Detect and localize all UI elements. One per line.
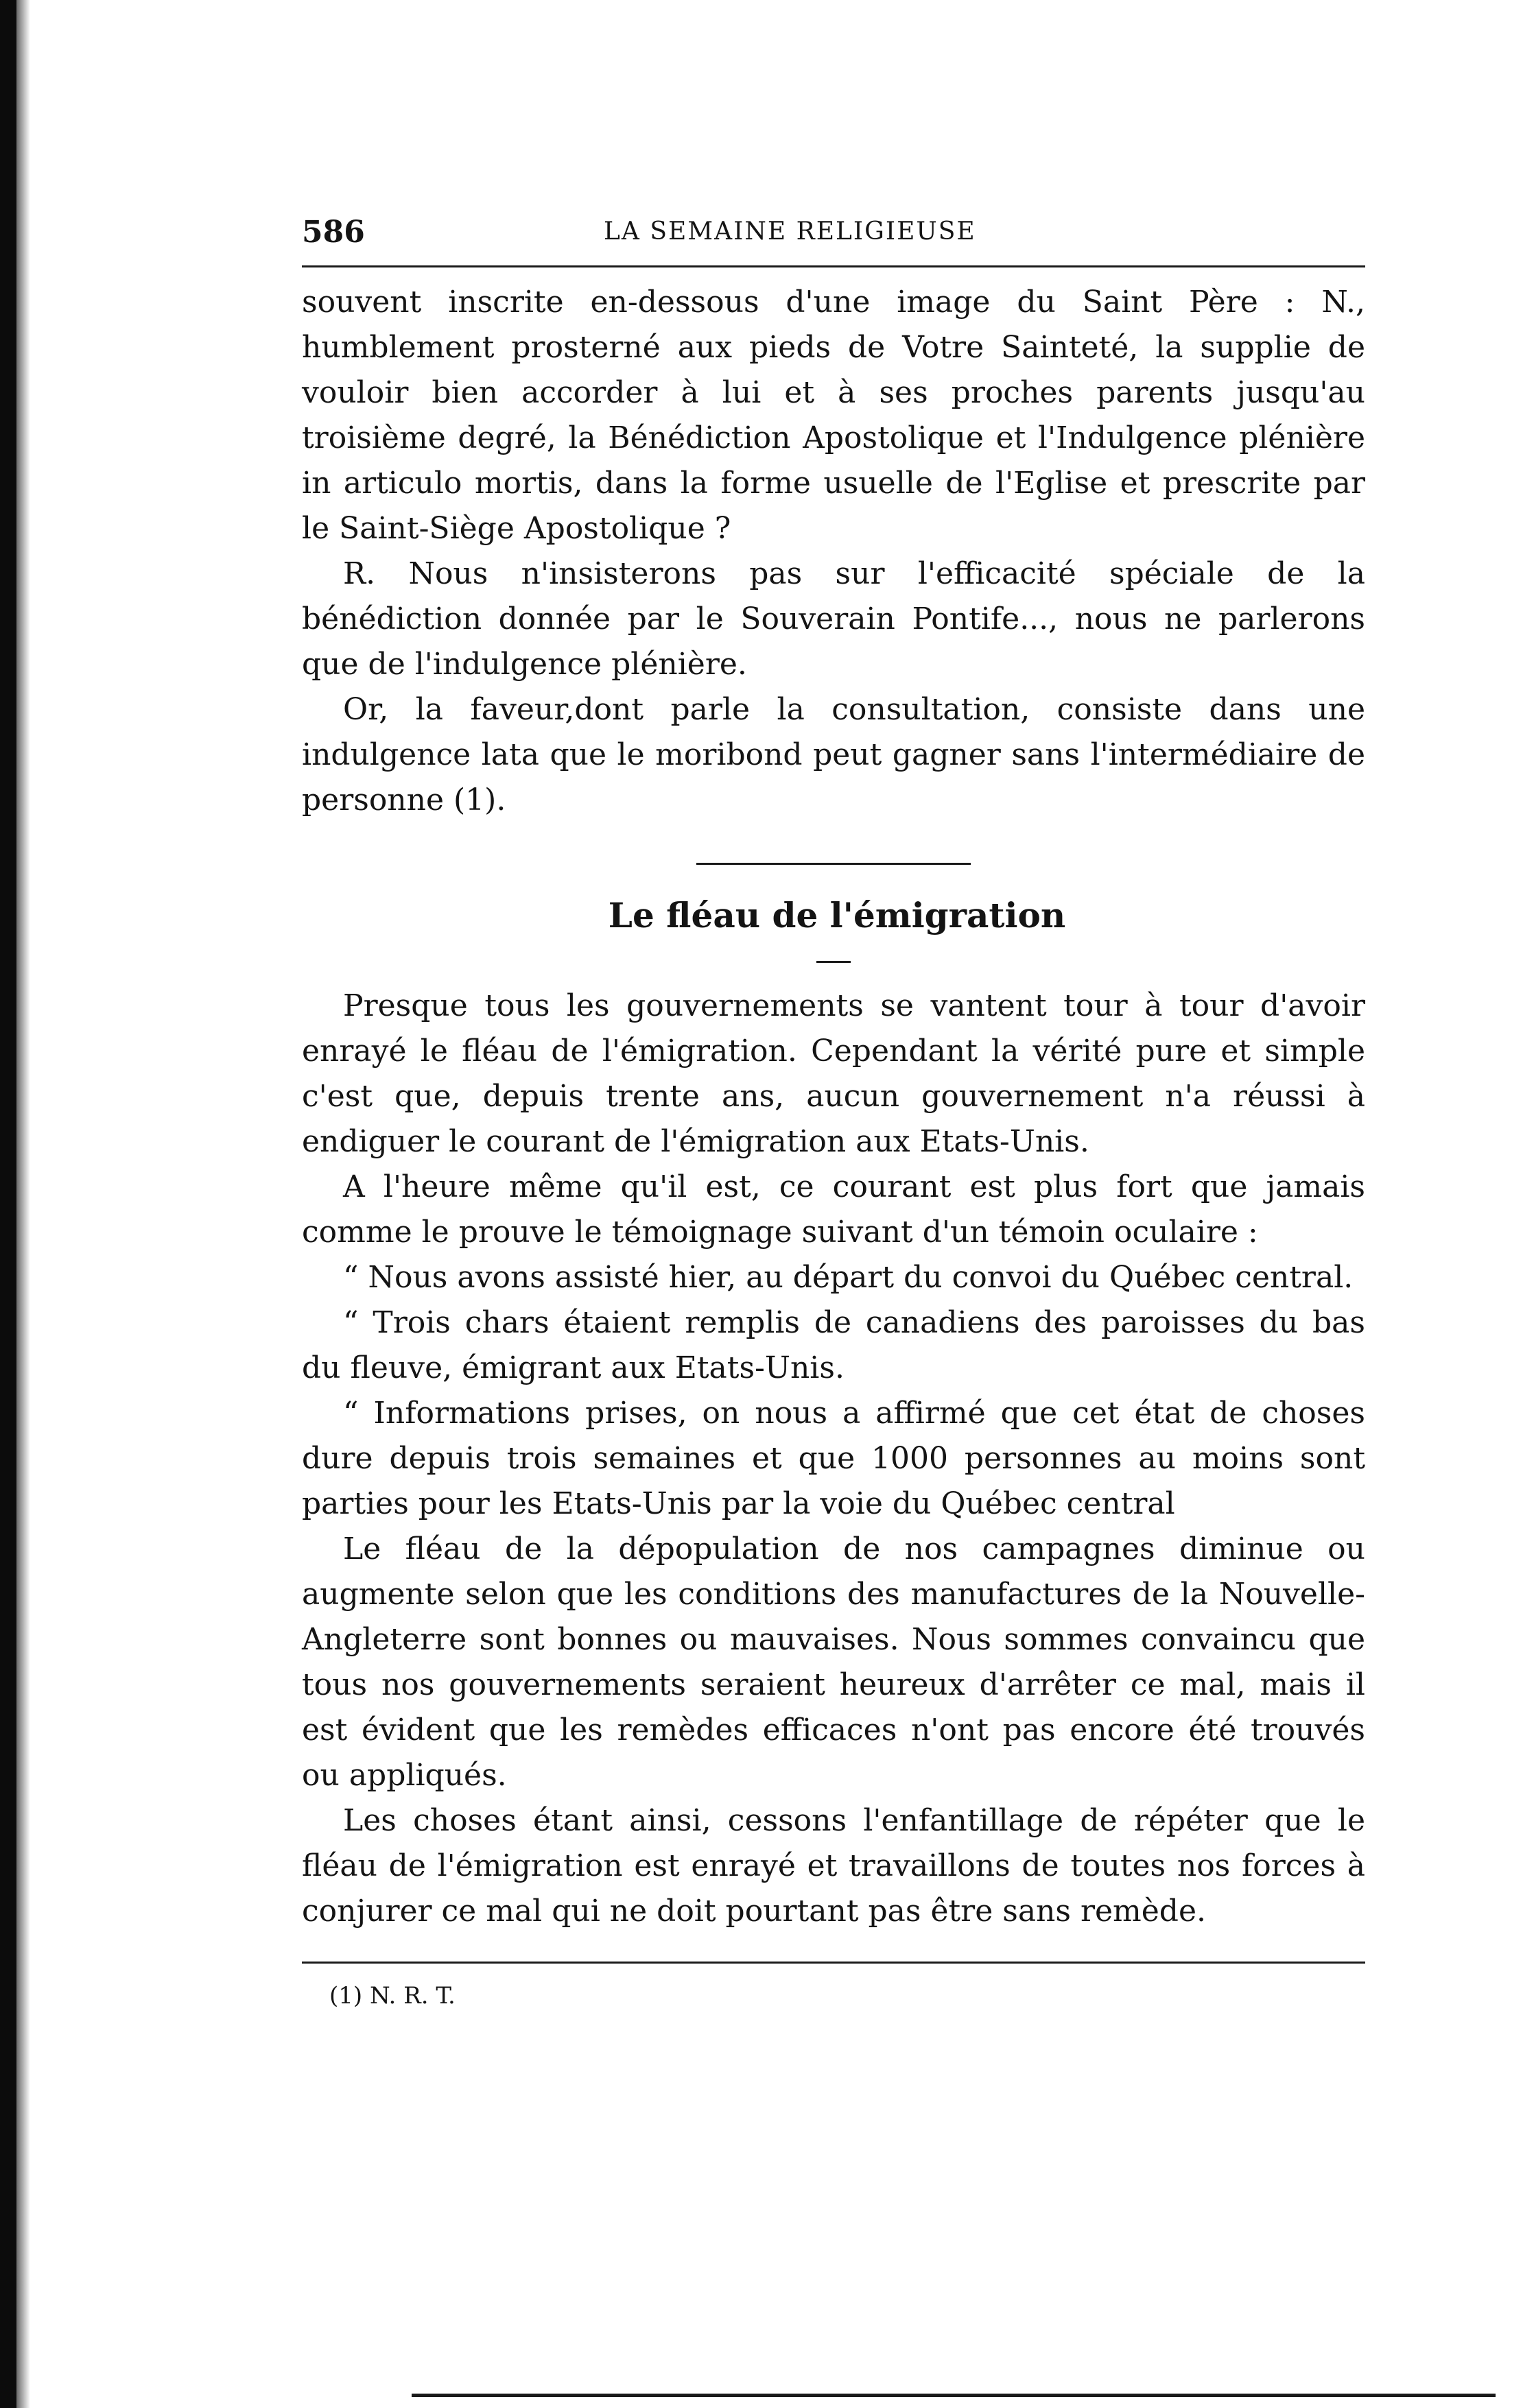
intro-paragraph-1: souvent inscrite en-dessous d'une image du Saint Père : N., humblement prosterné aux pieds de Votre Sainteté, la supplie de vouloir bien accorder à lui et à ses proches parents jusqu'au troisième degré, la Bénédiction Apostolique et l'Indulgence plénière in articulo mortis, dans la forme usuelle de l'Eglise et prescrite par le Saint-Siège Apostolique ? [302,285,1365,546]
section-paragraph-1: Presque tous les gouvernements se vantent tour à tour d'avoir enrayé le fléau de l'émigration. Cependant la vérité pure et simple c'est que, depuis trente ans, aucun gouvernement n'a réussi à endiguer le courant de l'émigration aux Etats-Unis. [302,988,1365,1159]
scan-left-edge [0,0,16,2408]
running-head [302,202,1365,257]
section-separator [696,863,971,865]
section-paragraph-7: Les choses étant ainsi, cessons l'enfantillage de répéter que le fléau de l'émigration est enrayé et travaillons de toutes nos forces à conjurer ce mal qui ne doit pourtant pas être sans remède. [302,1803,1365,1929]
title-dash [816,961,851,963]
footnote-rule [302,1962,1365,1964]
section-paragraph-3: “ Nous avons assisté hier, au départ du convoi du Québec central. [343,1260,1354,1295]
section-paragraph-6: Le fléau de la dépopulation de nos campagnes diminue ou augmente selon que les conditions des manufactures de la Nouvelle-Angleterre sont bonnes ou mauvaises. Nous sommes convaincu que tous nos gouvernements seraient heureux d'arrêter ce mal, mais il est évident que les remèdes efficaces n'ont pas encore été trouvés ou appliqués. [302,1531,1365,1793]
page [302,202,1365,2013]
section-paragraph-4: “ Trois chars étaient remplis de canadiens des paroisses du bas du fleuve, émigrant aux Etats-Unis. [302,1305,1365,1385]
section-paragraph-5: “ Informations prises, on nous a affirmé que cet état de choses dure depuis trois semaines et que 1000 personnes au moins sont parties pour les Etats-Unis par la voie du Québec central [302,1396,1365,1521]
footnote: (1) N. R. T. [329,1982,456,2010]
section-paragraph-2: A l'heure même qu'il est, ce courant est plus fort que jamais comme le prouve le témoignage suivant d'un témoin oculaire : [302,1169,1365,1250]
intro-paragraph-2: R. Nous n'insisterons pas sur l'efficacité spéciale de la bénédiction donnée par le Souverain Pontife..., nous ne parlerons que de l'indulgence plénière. [302,556,1365,682]
section-title: Le fléau de l'émigration [608,895,1066,935]
scan-bottom-rule [412,2394,1496,2397]
header-rule [302,265,1365,267]
intro-paragraph-3: Or, la faveur,dont parle la consultation, consiste dans une indulgence lata que le moribond peut gagner sans l'intermédiaire de personne (1). [302,692,1365,818]
page-number: 586 [302,215,365,250]
scan-left-shadow [16,0,30,2408]
running-title: LA SEMAINE RELIGIEUSE [604,217,976,246]
